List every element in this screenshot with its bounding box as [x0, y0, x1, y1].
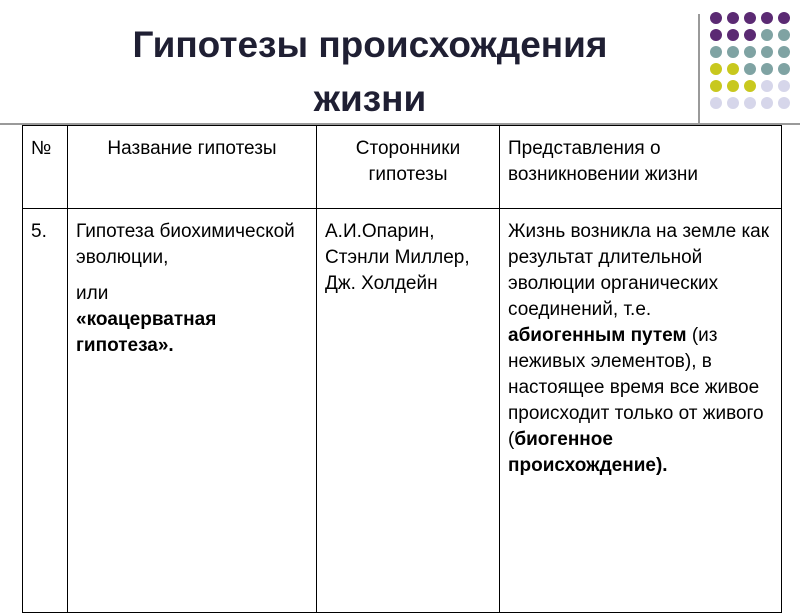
table-header-row	[23, 126, 782, 209]
decor-dot	[710, 80, 722, 92]
desc-bold-1: абиогенным путем	[508, 325, 687, 346]
decor-dot	[744, 29, 756, 41]
decor-dot	[778, 80, 790, 92]
name-text: Гипотеза биохимической эволюции,	[76, 221, 295, 268]
decor-dot	[744, 97, 756, 109]
decor-dot	[710, 97, 722, 109]
decor-vertical-line	[698, 14, 700, 124]
slide-title-line2: жизни	[313, 78, 427, 119]
header-number: №	[23, 126, 68, 209]
row-hypothesis-name	[68, 209, 317, 613]
hypothesis-table	[22, 125, 782, 613]
header-ideas: Представления о возникновении жизни	[500, 126, 782, 209]
decor-dot	[778, 63, 790, 75]
name-bold: «коацерватная гипотеза».	[76, 309, 217, 356]
row-supporters: А.И.Опарин, Стэнли Миллер, Дж. Холдейн	[317, 209, 500, 613]
desc-text-2: (из неживых элементов), в настоящее время все живое происходит только от живого (	[508, 325, 764, 450]
slide-title-line1: Гипотезы происхождения	[132, 24, 608, 65]
decor-dot	[710, 63, 722, 75]
decor-dot	[761, 80, 773, 92]
decor-dot	[710, 12, 722, 24]
desc-text-1: Жизнь возникла на земле как результат длительной эволюции органических соединений, т.е.	[508, 221, 770, 320]
decor-dot	[727, 63, 739, 75]
slide-title	[60, 18, 680, 126]
row-description	[500, 209, 782, 613]
decor-dot	[727, 46, 739, 58]
decor-dot	[761, 29, 773, 41]
decor-dot	[761, 63, 773, 75]
decor-dot	[727, 80, 739, 92]
decor-dot	[744, 12, 756, 24]
decor-dot	[710, 29, 722, 41]
decor-dot	[744, 46, 756, 58]
decor-dot	[761, 12, 773, 24]
decor-dot	[778, 97, 790, 109]
decor-dot	[761, 97, 773, 109]
decor-dot	[710, 46, 722, 58]
decor-dot	[727, 97, 739, 109]
decor-dot	[727, 12, 739, 24]
decor-dot	[761, 46, 773, 58]
header-name: Название гипотезы	[68, 126, 317, 209]
table-row	[23, 209, 782, 613]
decor-dot	[778, 12, 790, 24]
decor-dot	[744, 63, 756, 75]
row-number: 5.	[23, 209, 68, 613]
decor-dot	[727, 29, 739, 41]
header-supporters: Сторонники гипотезы	[317, 126, 500, 209]
decor-dot	[778, 46, 790, 58]
name-or: или	[76, 283, 109, 304]
decor-dot-grid	[710, 12, 800, 122]
decor-dot	[778, 29, 790, 41]
desc-bold-2: биогенное происхождение).	[508, 429, 668, 476]
decor-dot	[744, 80, 756, 92]
